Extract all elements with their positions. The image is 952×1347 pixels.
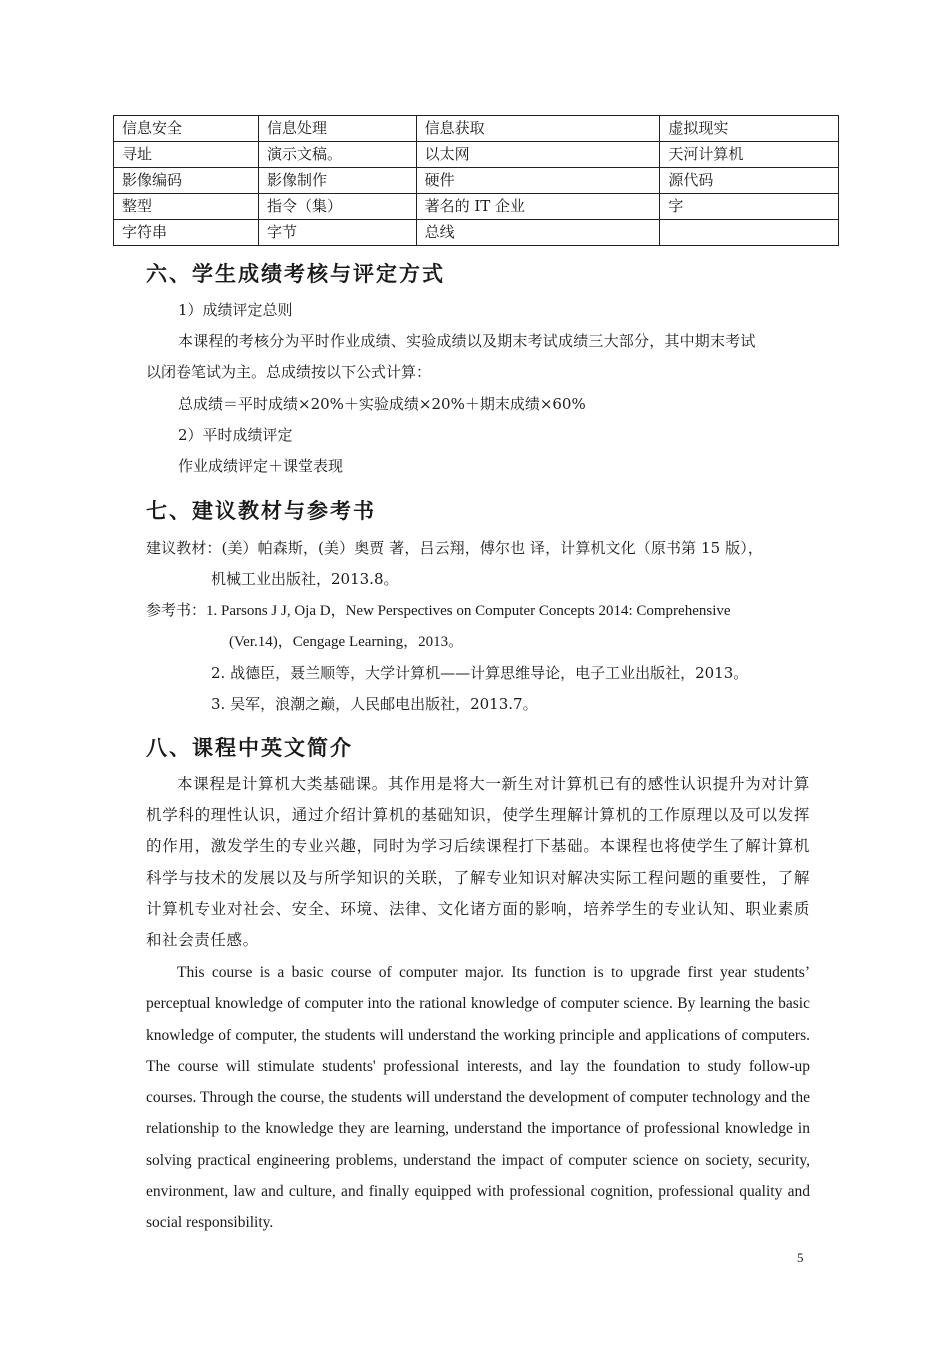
table-cell: 整型 xyxy=(114,194,259,220)
table-cell: 以太网 xyxy=(416,142,660,168)
table-row xyxy=(114,116,839,142)
table-cell: 字符串 xyxy=(114,220,259,246)
table-cell: 著名的 IT 企业 xyxy=(416,194,660,220)
english-summary: This course is a basic course of computer major. Its function is to upgrade first year students’ perceptual knowledge of computer into the rational knowledge of computer science. By learning the basic knowledge of computer, the students will understand the working principle and applications of computers. The course will stimulate students' professional interests, and lay the foundation to study follow-up courses. Through the course, the students will understand the development of computer technology and the relationship to the knowledge they are learning, understand the importance of professional knowledge in solving practical engineering problems, understand the impact of computer science on society, security, environment, law and culture, and finally equipped with professional cognition, professional quality and social responsibility. xyxy=(146,964,810,1232)
reference-line-3: 2. 战德臣，聂兰顺等，大学计算机——计算思维导论，电子工业出版社，2013。 xyxy=(211,664,749,682)
table-cell: 指令（集） xyxy=(259,194,417,220)
textbook-line-1: 建议教材：(美）帕森斯，(美）奥贾 著，吕云翔，傅尔也 译，计算机文化（原书第 15 版）， xyxy=(146,539,763,557)
table-cell: 寻址 xyxy=(114,142,259,168)
chinese-summary: 本课程是计算机大类基础课。其作用是将大一新生对计算机已有的感性认识提升为对计算机学科的理性认识，通过介绍计算机的基础知识，使学生理解计算机的工作原理以及可以发挥的作用，激发学生的专业兴趣，同时为学习后续课程打下基础。本课程也将使学生了解计算机科学与技术的发展以及与所学知识的关联，了解专业知识对解决实际工程问题的重要性，了解计算机专业对社会、安全、环境、法律、文化诸方面的影响，培养学生的专业认知、职业素质和社会责任感。 xyxy=(146,775,810,950)
table-cell: 演示文稿。 xyxy=(259,142,417,168)
textbook-line-2: 机械工业出版社，2013.8。 xyxy=(211,570,399,588)
regular-grade-text: 作业成绩评定＋课堂表现 xyxy=(178,457,344,475)
table-cell: 天河计算机 xyxy=(660,142,839,168)
table-cell: 影像编码 xyxy=(114,168,259,194)
section-8-heading: 八、课程中英文简介 xyxy=(146,736,353,760)
reference-line-4: 3. 吴军，浪潮之巅，人民邮电出版社，2013.7。 xyxy=(211,695,538,713)
grading-paragraph-line-2: 以闭卷笔试为主。总成绩按以下公式计算： xyxy=(146,363,432,381)
section-6-heading: 六、学生成绩考核与评定方式 xyxy=(146,262,445,286)
section-7-heading: 七、建议教材与参考书 xyxy=(146,499,376,523)
table-cell: 总线 xyxy=(416,220,660,246)
table-row xyxy=(114,142,839,168)
reference-line-1: 参考书：1. Parsons J J, Oja D，New Perspectives on Computer Concepts 2014: Comprehensive xyxy=(146,603,731,619)
table-row xyxy=(114,220,839,246)
reference-line-2: (Ver.14)，Cengage Learning，2013。 xyxy=(229,634,464,650)
table-cell: 信息处理 xyxy=(259,116,417,142)
table-cell xyxy=(660,220,839,246)
grade-formula: 总成绩＝平时成绩×20%＋实验成绩×20%＋期末成绩×60% xyxy=(178,395,586,413)
table-cell: 字节 xyxy=(259,220,417,246)
grading-principle-label: 1）成绩评定总则 xyxy=(178,301,293,319)
table-cell: 影像制作 xyxy=(259,168,417,194)
table-cell: 硬件 xyxy=(416,168,660,194)
regular-grade-label: 2）平时成绩评定 xyxy=(178,426,293,444)
grading-paragraph-line-1: 本课程的考核分为平时作业成绩、实验成绩以及期末考试成绩三大部分，其中期末考试 xyxy=(178,332,756,350)
table-cell: 信息获取 xyxy=(416,116,660,142)
table-cell: 字 xyxy=(660,194,839,220)
table-row xyxy=(114,194,839,220)
term-table xyxy=(113,115,839,246)
table-cell: 虚拟现实 xyxy=(660,116,839,142)
table-cell: 源代码 xyxy=(660,168,839,194)
table-row xyxy=(114,168,839,194)
page-number: 5 xyxy=(797,1250,804,1265)
table-cell: 信息安全 xyxy=(114,116,259,142)
